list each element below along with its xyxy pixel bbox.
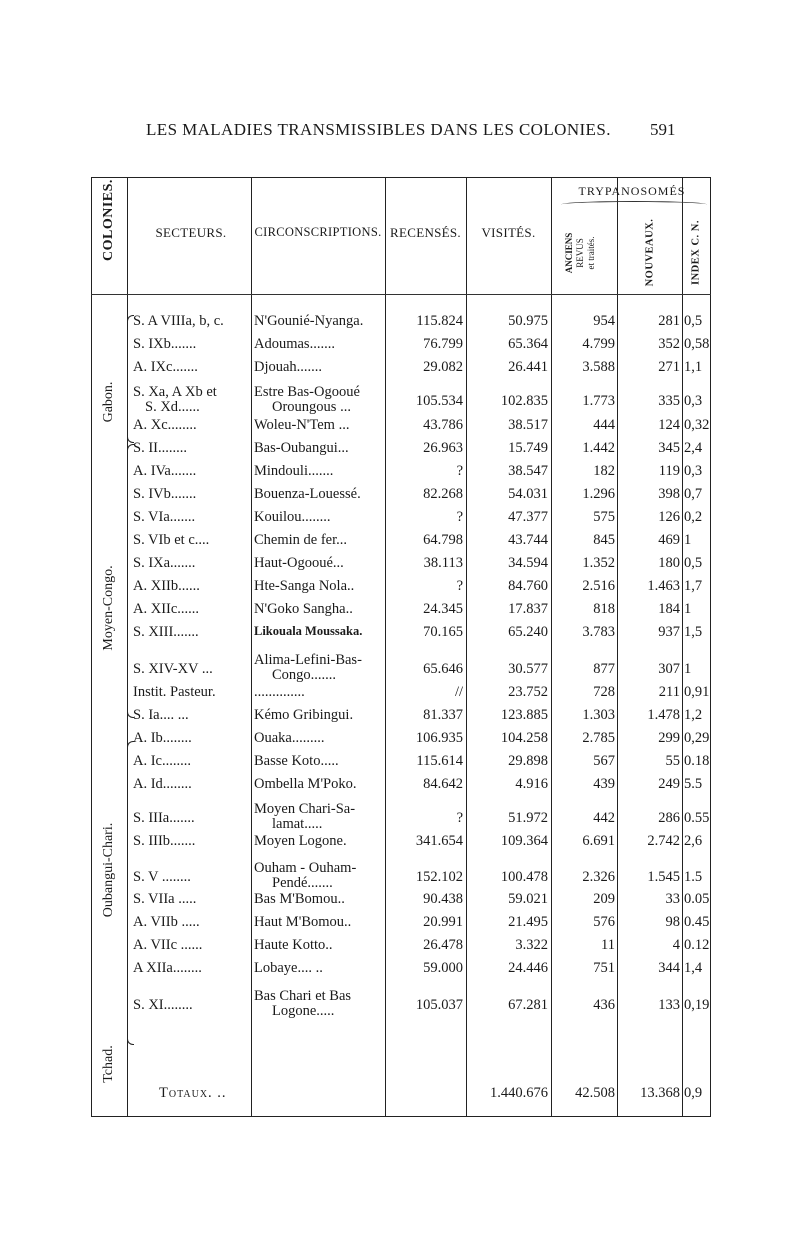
circonscription-cell: Haute Kotto.. [254, 937, 333, 953]
nouveaux-cell: 271 [658, 359, 680, 375]
anciens-cell: 442 [593, 810, 615, 826]
recenses-cell: 106.935 [415, 730, 463, 746]
circonscription-line1: Bas Chari et Bas [254, 988, 352, 1004]
recenses-cell: 29.082 [423, 359, 463, 375]
visites-cell: 3.322 [515, 937, 548, 953]
index-cell: 1,7 [684, 578, 703, 594]
sector-cell: A. XIIc...... [133, 601, 200, 617]
circonscription-cell: Ouaka......... [254, 730, 325, 746]
trypanosomes-header: TRYPANOSOMÉS [578, 184, 686, 198]
sector-cell: S. IIIb....... [133, 833, 196, 849]
circonscription-line2: Oroungous ... [272, 399, 351, 415]
visites-cell: 47.377 [508, 509, 548, 525]
visites-cell: 109.364 [500, 833, 548, 849]
page-number: 591 [650, 120, 676, 139]
visites-cell: 123.885 [500, 707, 548, 723]
nouveaux-cell: 124 [658, 417, 680, 433]
colony-moyen-congo: Moyen-Congo. [101, 565, 116, 651]
col-rule [466, 177, 467, 1116]
recenses-cell: 76.799 [423, 336, 463, 352]
sector-cell: A. Id........ [133, 776, 192, 792]
circonscription-cell: Ombella M'Poko. [254, 776, 357, 792]
anciens-cell: 11 [601, 937, 615, 953]
visites-cell: 34.594 [508, 555, 548, 571]
circonscription-cell: Haut-Ogooué... [254, 555, 344, 571]
nouveaux-cell: 119 [658, 463, 680, 479]
sector-cell [133, 385, 249, 415]
sector-cell: S. VIa....... [133, 509, 196, 525]
sector-cell: S. IXb....... [133, 336, 197, 352]
nouveaux-cell: 469 [658, 532, 680, 548]
circonscriptions-header: CIRCONSCRIPTIONS. [254, 225, 382, 239]
nouveaux-cell: 126 [658, 509, 680, 525]
visites-cell: 84.760 [508, 578, 548, 594]
trypanosomiasis-table [91, 177, 711, 1117]
totals-index: 0,9 [684, 1085, 703, 1101]
nouveaux-cell: 1.463 [647, 578, 680, 594]
visites-cell: 4.916 [515, 776, 548, 792]
anciens-cell: 439 [593, 776, 615, 792]
recenses-cell: 43.786 [423, 417, 463, 433]
circonscription-cell: Bas M'Bomou.. [254, 891, 345, 907]
anciens-header-line3: et traités. [586, 236, 596, 270]
index-cell: 1 [684, 601, 692, 617]
visites-cell: 65.364 [508, 336, 548, 352]
index-cell: 0.45 [684, 914, 710, 930]
index-cell: 0.05 [684, 891, 710, 907]
index-cell: 2,4 [684, 440, 703, 456]
anciens-cell: 575 [593, 509, 615, 525]
nouveaux-cell: 937 [658, 624, 680, 640]
circonscription-cell: Adoumas....... [254, 336, 335, 352]
col-rule [385, 177, 386, 1116]
visites-cell: 100.478 [500, 869, 548, 885]
anciens-cell: 954 [593, 313, 615, 329]
recenses-cell: ? [456, 810, 463, 826]
circonscription-cell [254, 385, 382, 415]
anciens-header-line1: ANCIENS [564, 232, 574, 274]
anciens-cell: 877 [593, 661, 615, 677]
visites-cell: 43.744 [508, 532, 548, 548]
page-header [0, 120, 800, 144]
visites-cell: 50.975 [508, 313, 548, 329]
anciens-cell: 2.785 [582, 730, 615, 746]
sector-cell: S. XI........ [133, 997, 193, 1013]
nouveaux-cell: 299 [658, 730, 680, 746]
circonscription-cell: .............. [254, 684, 305, 700]
nouveaux-cell: 1.545 [647, 869, 680, 885]
recenses-cell: 20.991 [423, 914, 463, 930]
nouveaux-cell: 180 [658, 555, 680, 571]
index-cell: 0,5 [684, 555, 703, 571]
recenses-cell: 341.654 [415, 833, 463, 849]
visites-cell: 102.835 [500, 393, 548, 409]
circonscription-cell [254, 861, 382, 891]
circonscription-cell: Lobaye.... .. [254, 960, 323, 976]
nouveaux-cell: 335 [658, 393, 680, 409]
sector-cell: A. IVa....... [133, 463, 197, 479]
nouveaux-cell: 184 [658, 601, 680, 617]
sector-cell: A. VIIc ...... [133, 937, 203, 953]
table-top-rule [91, 177, 711, 178]
nouveaux-cell: 33 [665, 891, 680, 907]
anciens-cell: 818 [593, 601, 615, 617]
nouveaux-cell: 345 [658, 440, 680, 456]
circonscription-line1: Alima-Lefini-Bas- [254, 652, 362, 668]
sector-cell: A. Ib........ [133, 730, 192, 746]
circonscription-cell: Djouah....... [254, 359, 323, 375]
table-bottom-rule [91, 1116, 711, 1117]
visites-cell: 21.495 [508, 914, 548, 930]
anciens-cell: 1.442 [582, 440, 615, 456]
sector-cell: A. Ic........ [133, 753, 191, 769]
index-cell: 1,4 [684, 960, 703, 976]
anciens-cell: 436 [593, 997, 615, 1013]
circonscription-line2: Logone..... [272, 1003, 335, 1019]
index-cell: 5.5 [684, 776, 703, 792]
recenses-cell: 81.337 [423, 707, 463, 723]
index-cell: 0,3 [684, 463, 703, 479]
index-cell: 0,2 [684, 509, 703, 525]
visites-cell: 29.898 [508, 753, 548, 769]
totals-label: Totaux. .. [159, 1085, 227, 1101]
index-cell: 0,7 [684, 486, 703, 502]
recenses-cell: 82.268 [423, 486, 463, 502]
anciens-cell: 1.352 [582, 555, 615, 571]
recenses-cell: 115.824 [416, 313, 463, 329]
index-cell: 0,58 [684, 336, 710, 352]
circonscription-cell: N'Gounié-Nyanga. [254, 313, 364, 329]
recenses-cell: 70.165 [423, 624, 463, 640]
sector-cell: S. XIV-XV ... [133, 661, 213, 677]
index-cell: 1 [684, 532, 692, 548]
index-cell: 1 [684, 661, 692, 677]
totals-anciens: 42.508 [575, 1085, 615, 1101]
circonscription-cell: Kémo Gribingui. [254, 707, 354, 723]
visites-cell: 30.577 [508, 661, 548, 677]
visites-cell: 24.446 [508, 960, 548, 976]
nouveaux-cell: 281 [658, 313, 680, 329]
recenses-header: RECENSÉS. [390, 225, 461, 240]
recenses-cell: 38.113 [423, 555, 463, 571]
circonscription-line1: Moyen Chari-Sa- [254, 801, 356, 817]
nouveaux-cell: 211 [658, 684, 680, 700]
index-cell: 0.55 [684, 810, 710, 826]
index-cell: 1,1 [684, 359, 703, 375]
col-rule [682, 177, 683, 1116]
recenses-cell: 84.642 [423, 776, 463, 792]
visites-cell: 23.752 [508, 684, 548, 700]
totals-nouveaux: 13.368 [640, 1085, 680, 1101]
colony-oubangui-chari: Oubangui-Chari. [101, 822, 116, 918]
circonscription-line2: Congo....... [272, 667, 337, 683]
circonscription-line1: Estre Bas-Ogooué [254, 384, 360, 400]
sector-cell: S. VIIa ..... [133, 891, 197, 907]
header-rule [91, 294, 711, 295]
recenses-cell: 90.438 [423, 891, 463, 907]
circonscription-cell: Chemin de fer... [254, 532, 348, 548]
nouveaux-cell: 4 [672, 937, 680, 953]
anciens-cell: 2.326 [582, 869, 615, 885]
circonscription-line2: Pendé....... [272, 875, 333, 891]
anciens-cell: 845 [593, 532, 615, 548]
circonscription-cell [254, 989, 382, 1019]
sector-cell: S. IIIa....... [133, 810, 195, 826]
circonscription-cell: Hte-Sanga Nola.. [254, 578, 355, 594]
index-cell: 0,32 [684, 417, 710, 433]
nouveaux-cell: 249 [658, 776, 680, 792]
nouveaux-cell: 352 [658, 336, 680, 352]
sector-cell: A. Xc........ [133, 417, 197, 433]
sector-cell: A. XIIb...... [133, 578, 200, 594]
sector-cell: S. A VIIIa, b, c. [133, 313, 224, 329]
visites-header: VISITÉS. [481, 225, 536, 240]
visites-cell: 51.972 [508, 810, 548, 826]
circonscription-cell [254, 802, 382, 832]
nouveaux-cell: 307 [658, 661, 680, 677]
running-title: LES MALADIES TRANSMISSIBLES DANS LES COLONIES. [146, 120, 611, 139]
visites-cell: 59.021 [508, 891, 548, 907]
index-cell: 0,19 [684, 997, 710, 1013]
anciens-cell: 1.296 [582, 486, 615, 502]
anciens-cell: 444 [593, 417, 615, 433]
index-cell: 0.12 [684, 937, 710, 953]
nouveaux-cell: 344 [658, 960, 680, 976]
nouveaux-cell: 98 [665, 914, 680, 930]
circonscription-cell: N'Goko Sangha.. [254, 601, 353, 617]
sector-cell: S. IXa....... [133, 555, 196, 571]
sector-line1: S. Xa, A Xb et [133, 384, 217, 400]
colony-tchad: Tchad. [101, 1045, 116, 1083]
visites-cell: 38.517 [508, 417, 548, 433]
index-cell: 1.5 [684, 869, 703, 885]
anciens-cell: 4.799 [582, 336, 615, 352]
sector-cell: Instit. Pasteur. [133, 684, 216, 700]
colonies-header: COLONIES. [101, 179, 116, 261]
trypanosomes-brace [561, 201, 707, 208]
recenses-cell: 152.102 [415, 869, 463, 885]
nouveaux-cell: 1.478 [647, 707, 680, 723]
col-rule [251, 177, 252, 1116]
recenses-cell: 64.798 [423, 532, 463, 548]
index-cell: 0,5 [684, 313, 703, 329]
circonscription-cell [254, 653, 382, 683]
circonscription-cell: Woleu-N'Tem ... [254, 417, 350, 433]
circonscription-cell: Bouenza-Louessé. [254, 486, 361, 502]
circonscription-line2: lamat..... [272, 816, 323, 832]
circonscription-line1: Ouham - Ouham- [254, 860, 357, 876]
circonscription-cell: Haut M'Bomou.. [254, 914, 352, 930]
recenses-cell: 105.534 [415, 393, 463, 409]
secteurs-header: SECTEURS. [155, 225, 227, 240]
nouveaux-header: NOUVEAUX. [644, 218, 656, 287]
sector-cell: A XIIa........ [133, 960, 202, 976]
anciens-header [564, 218, 604, 288]
nouveaux-cell: 398 [658, 486, 680, 502]
anciens-cell: 2.516 [582, 578, 615, 594]
index-cell: 0,29 [684, 730, 710, 746]
recenses-cell: ? [456, 463, 463, 479]
anciens-cell: 567 [593, 753, 615, 769]
nouveaux-cell: 286 [658, 810, 680, 826]
table-border-left [91, 177, 92, 1116]
recenses-cell: 115.614 [416, 753, 463, 769]
sector-cell: S. XIII....... [133, 624, 199, 640]
anciens-cell: 1.773 [582, 393, 615, 409]
anciens-cell: 182 [593, 463, 615, 479]
sector-cell: S. Ia.... ... [133, 707, 189, 723]
circonscription-cell: Mindouli....... [254, 463, 334, 479]
index-cell: 0,3 [684, 393, 703, 409]
visites-cell: 65.240 [508, 624, 548, 640]
circonscription-cell: Basse Koto..... [254, 753, 339, 769]
nouveaux-cell: 55 [665, 753, 680, 769]
sector-cell: A. VIIb ..... [133, 914, 200, 930]
sector-cell: A. IXc....... [133, 359, 198, 375]
visites-cell: 67.281 [508, 997, 548, 1013]
recenses-cell: 26.478 [423, 937, 463, 953]
visites-cell: 104.258 [500, 730, 548, 746]
sector-cell: S. VIb et c.... [133, 532, 210, 548]
recenses-cell: 65.646 [423, 661, 463, 677]
anciens-cell: 209 [593, 891, 615, 907]
circonscription-cell: Likouala Moussaka. [254, 624, 363, 638]
index-cell: 0,91 [684, 684, 710, 700]
sector-cell: S. V ........ [133, 869, 191, 885]
totals-visites: 1.440.676 [490, 1085, 548, 1101]
visites-cell: 38.547 [508, 463, 548, 479]
anciens-cell: 1.303 [582, 707, 615, 723]
nouveaux-cell: 2.742 [647, 833, 680, 849]
recenses-cell: 59.000 [423, 960, 463, 976]
nouveaux-cell: 133 [658, 997, 680, 1013]
index-cell: 1,5 [684, 624, 703, 640]
recenses-cell: ? [456, 578, 463, 594]
recenses-cell: ? [456, 509, 463, 525]
visites-cell: 26.441 [508, 359, 548, 375]
anciens-cell: 3.783 [582, 624, 615, 640]
visites-cell: 15.749 [508, 440, 548, 456]
anciens-cell: 3.588 [582, 359, 615, 375]
anciens-cell: 6.691 [582, 833, 615, 849]
anciens-cell: 751 [593, 960, 615, 976]
sector-line2: S. Xd...... [145, 399, 200, 415]
anciens-cell: 728 [593, 684, 615, 700]
index-header: INDEX C. N. [690, 220, 702, 286]
recenses-cell: 24.345 [423, 601, 463, 617]
visites-cell: 17.837 [508, 601, 548, 617]
sector-cell: S. IVb....... [133, 486, 197, 502]
circonscription-cell: Kouilou........ [254, 509, 331, 525]
index-cell: 2,6 [684, 833, 703, 849]
index-cell: 1,2 [684, 707, 703, 723]
recenses-cell: // [454, 684, 463, 700]
recenses-cell: 105.037 [415, 997, 463, 1013]
circonscription-cell: Moyen Logone. [254, 833, 347, 849]
anciens-header-line2: REVUS [575, 238, 585, 268]
anciens-cell: 576 [593, 914, 615, 930]
sector-cell: S. II........ [133, 440, 187, 456]
colony-gabon: Gabon. [101, 381, 116, 423]
visites-cell: 54.031 [508, 486, 548, 502]
index-cell: 0.18 [684, 753, 710, 769]
recenses-cell: 26.963 [423, 440, 463, 456]
circonscription-cell: Bas-Oubangui... [254, 440, 349, 456]
